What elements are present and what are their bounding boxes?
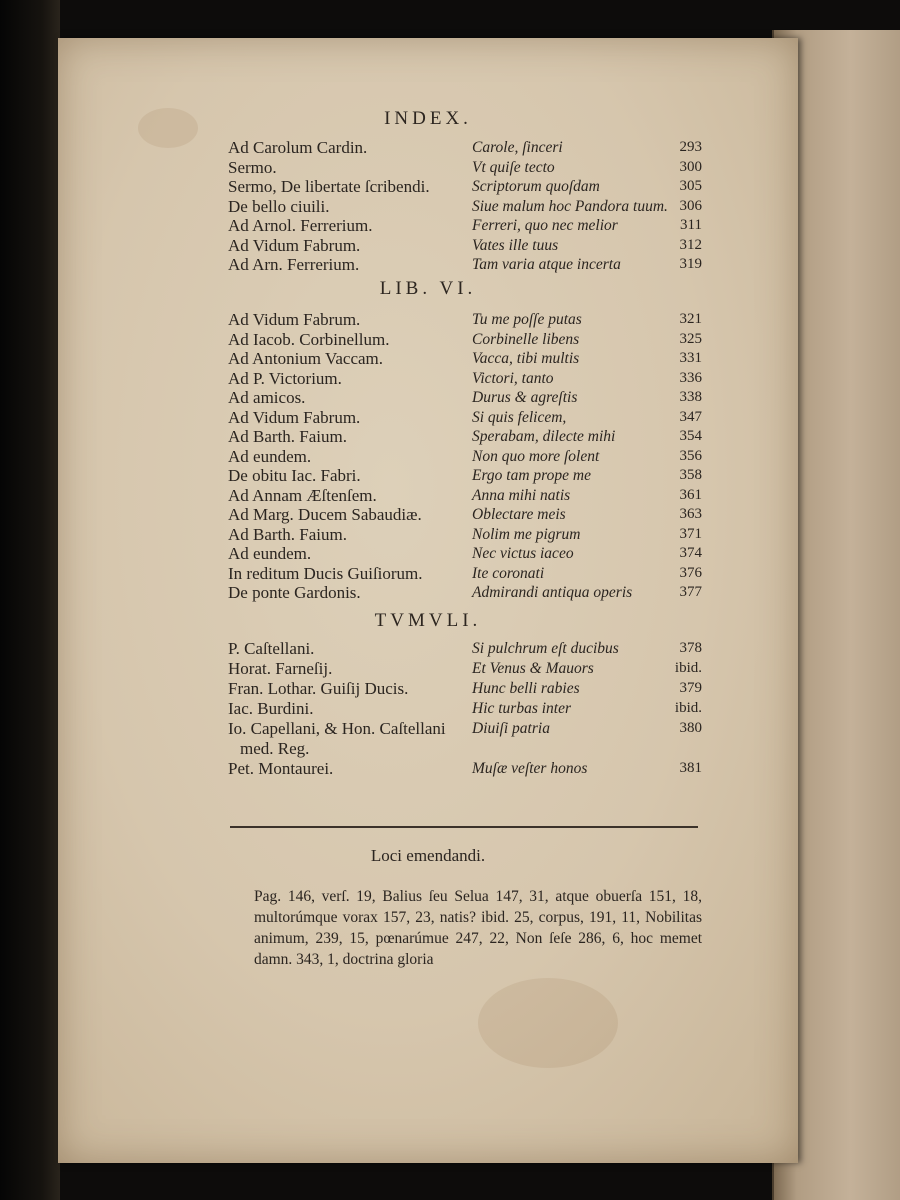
entry-title: De obitu Iac. Fabri. xyxy=(228,466,361,485)
separator-rule xyxy=(230,826,698,828)
entry-title: Ad P. Victorium. xyxy=(228,368,342,388)
entry-incipit: Anna mihi natis xyxy=(472,486,571,504)
entry-title: P. Caſtellani. xyxy=(228,639,315,658)
entry-page-number: 347 xyxy=(679,408,702,425)
entry-incipit: Carole, ſinceri xyxy=(472,139,563,156)
entry-page-number: 361 xyxy=(679,486,702,503)
entry-page-number: 293 xyxy=(679,139,702,155)
tumuli-heading: TVMVLI. xyxy=(374,610,482,631)
entry-incipit: Vates ille tuus xyxy=(472,236,559,254)
entry-title: In reditum Ducis Guiſiorum. xyxy=(228,563,423,583)
entry-page-number: 380 xyxy=(679,720,702,736)
index-entry xyxy=(58,678,798,700)
entry-incipit: Nec victus iaceo xyxy=(472,545,574,562)
book-page xyxy=(58,38,798,1163)
entry-incipit: Si quis felicem, xyxy=(472,408,567,426)
entry-page-number: 321 xyxy=(679,311,702,327)
entry-page-number: 331 xyxy=(679,350,702,366)
entry-title: Ad Annam Æſtenſem. xyxy=(228,485,377,505)
entry-title: Ad Arnol. Ferrerium. xyxy=(228,216,373,235)
entry-title: Sermo, De libertate ſcribendi. xyxy=(228,177,430,196)
entry-page-number: 377 xyxy=(679,584,702,600)
entry-title: Ad Marg. Ducem Sabaudiæ. xyxy=(228,505,422,524)
entry-title: Fran. Lothar. Guiſij Ducis. xyxy=(228,679,409,698)
entry-incipit: Vt quiſe tecto xyxy=(472,158,555,176)
index-entry xyxy=(58,254,798,276)
entry-incipit: Muſæ veſter honos xyxy=(472,760,588,777)
entry-title: Ad Antonium Vaccam. xyxy=(228,349,384,368)
page-content xyxy=(58,38,798,1163)
entry-title: Ad Arn. Ferrerium. xyxy=(228,255,360,274)
entry-page-number: 371 xyxy=(679,525,702,542)
entry-page-number: 356 xyxy=(679,447,702,464)
entry-title: Ad Vidum Fabrum. xyxy=(228,235,361,255)
entry-page-number: 338 xyxy=(679,389,702,405)
entry-page-number: 312 xyxy=(679,236,702,253)
entry-title: Ad Vidum Fabrum. xyxy=(228,310,361,329)
entry-incipit: Ergo tam prope me xyxy=(472,467,591,484)
entry-title: Pet. Montaurei. xyxy=(228,759,334,778)
index-entry xyxy=(58,582,798,604)
entry-page-number: 358 xyxy=(679,467,702,483)
entry-incipit: Scriptorum quoſdam xyxy=(472,178,600,195)
entry-incipit: Et Venus & Mauors xyxy=(472,660,594,677)
errata-title: Loci emendandi. xyxy=(370,846,486,865)
entry-page-number: 378 xyxy=(679,640,702,656)
entry-page-number: 306 xyxy=(679,197,702,214)
entry-incipit: Hunc belli rabies xyxy=(472,680,580,697)
entry-page-number: 363 xyxy=(679,506,702,522)
entry-incipit: Non quo more ſolent xyxy=(472,447,600,465)
entry-page-number: 311 xyxy=(680,217,702,233)
entry-incipit: Nolim me pigrum xyxy=(472,525,581,543)
entry-title: Ad Iacob. Corbinellum. xyxy=(228,329,390,349)
entry-title-continuation: med. Reg. xyxy=(240,739,310,758)
index-entry xyxy=(58,658,798,680)
entry-incipit: Vacca, tibi multis xyxy=(472,350,580,367)
errata-text: Pag. 146, verſ. 19, Balius ſeu Selua 147, 31, atque obuerſa 151, 18, multorúmque vorax 157, 23, natis? ibid. 25, corpus, 191, 11, Nobilitas animum, 239, 15, pœnarúmue 247, 22, Non ſeſe 286, 6, hoc memet damn. 343, 1, doctrina gloria xyxy=(254,888,702,968)
entry-incipit: Durus & agreſtis xyxy=(472,389,578,406)
entry-incipit: Oblectare meis xyxy=(472,506,566,523)
entry-incipit: Ite coronati xyxy=(472,564,545,582)
entry-incipit: Corbinelle libens xyxy=(472,330,580,348)
entry-incipit: Sperabam, dilecte mihi xyxy=(472,428,616,445)
entry-incipit: Admirandi antiqua operis xyxy=(472,584,633,601)
entry-page-number: 319 xyxy=(679,256,702,272)
entry-page-number: ibid. xyxy=(674,660,702,676)
entry-title: Io. Capellani, & Hon. Caſtellani xyxy=(228,719,446,738)
entry-title: De bello ciuili. xyxy=(228,196,330,216)
entry-page-number: 325 xyxy=(679,330,702,347)
entry-title: Iac. Burdini. xyxy=(228,699,314,718)
entry-title: Horat. Farneſij. xyxy=(228,659,333,678)
entry-title: Ad eundem. xyxy=(228,544,312,563)
index-entry xyxy=(58,758,798,780)
entry-title: Ad Vidum Fabrum. xyxy=(228,407,361,427)
entry-page-number: 336 xyxy=(679,369,702,386)
entry-title: Ad eundem. xyxy=(228,446,312,466)
entry-page-number: 376 xyxy=(679,564,702,581)
entry-title: Sermo. xyxy=(228,157,277,177)
entry-title: Ad amicos. xyxy=(228,388,306,407)
entry-incipit: Tu me poſſe putas xyxy=(472,311,582,328)
entry-title: Ad Barth. Faium. xyxy=(228,427,347,446)
entry-page-number: 305 xyxy=(679,178,702,194)
entry-page-number: 300 xyxy=(679,158,702,175)
entry-incipit: Siue malum hoc Pandora tuum. xyxy=(472,197,668,215)
entry-title: Ad Carolum Cardin. xyxy=(228,138,368,157)
entry-page-number: 374 xyxy=(679,545,702,561)
index-entry xyxy=(58,698,798,720)
entry-page-number: 381 xyxy=(679,760,702,776)
entry-incipit: Diuiſi patria xyxy=(472,720,550,737)
entry-incipit: Si pulchrum eſt ducibus xyxy=(472,640,619,657)
entry-incipit: Victori, tanto xyxy=(472,369,554,387)
index-heading: INDEX. xyxy=(384,108,472,129)
entry-title: De ponte Gardonis. xyxy=(228,583,361,602)
entry-incipit: Hic turbas inter xyxy=(472,700,572,717)
entry-page-number: ibid. xyxy=(674,700,702,716)
index-entry xyxy=(58,638,798,660)
entry-title: Ad Barth. Faium. xyxy=(228,524,347,544)
entry-page-number: 379 xyxy=(679,680,702,696)
lib-vi-heading: LIB. VI. xyxy=(379,278,477,299)
entry-page-number: 354 xyxy=(679,428,702,444)
entry-incipit: Ferreri, quo nec melior xyxy=(472,217,618,234)
book-spine-shadow xyxy=(0,0,60,1200)
entry-incipit: Tam varia atque incerta xyxy=(472,256,621,273)
index-entry xyxy=(58,718,798,758)
